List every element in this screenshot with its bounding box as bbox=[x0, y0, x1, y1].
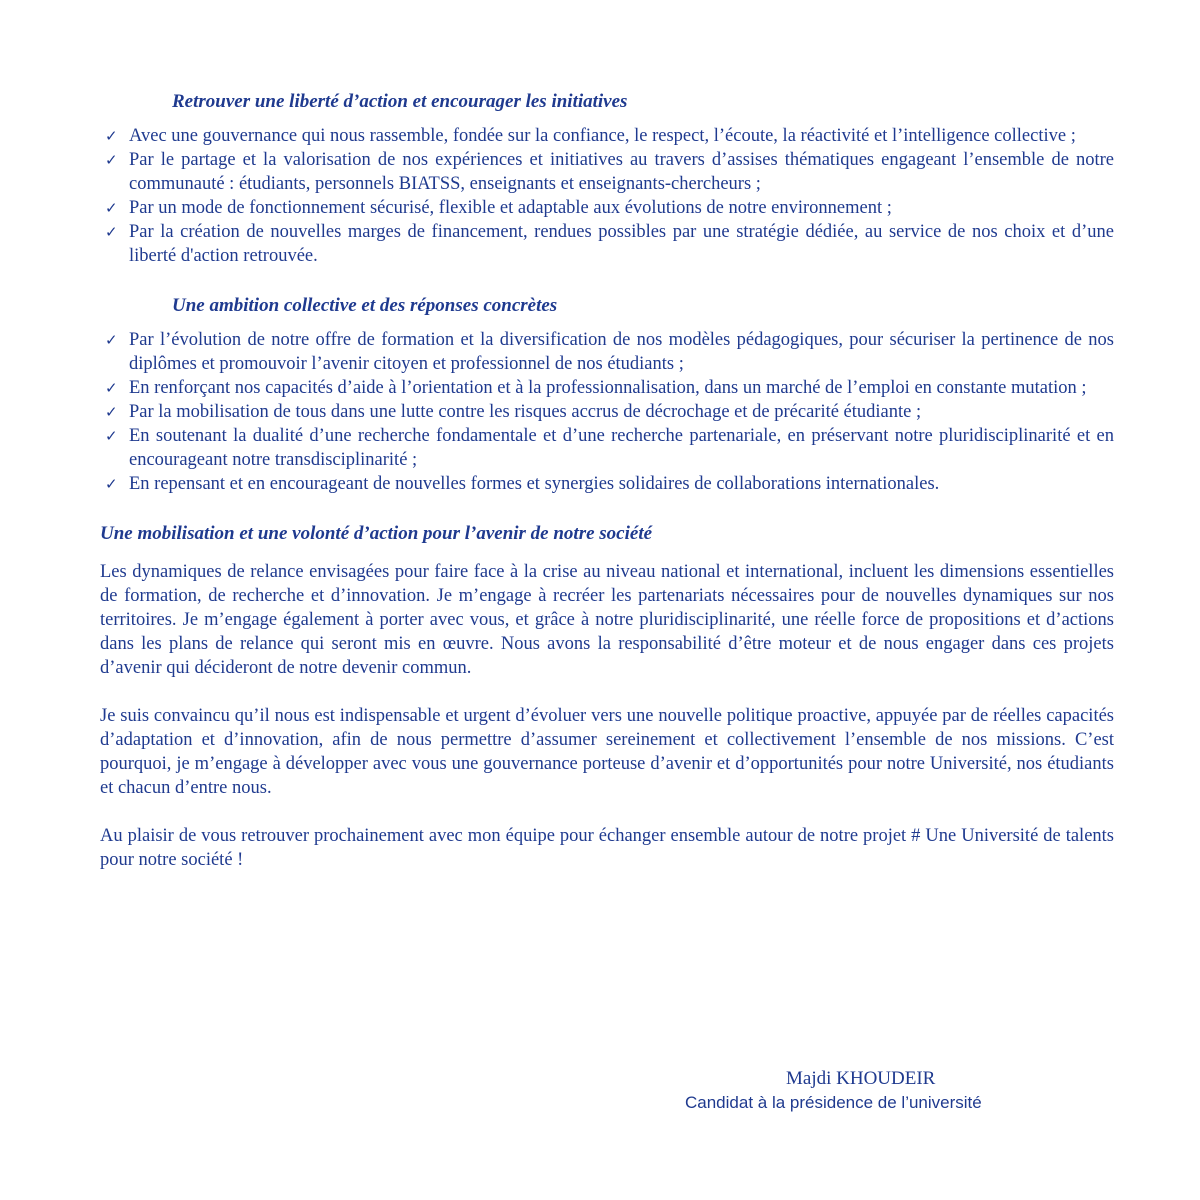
list-item bbox=[100, 148, 1114, 196]
list-item-text: Par la mobilisation de tous dans une lutte contre les risques accrus de décrochage et de précarité étudiante ; bbox=[129, 402, 922, 422]
list-item-text: Par le partage et la valorisation de nos expériences et initiatives au travers d’assises thématiques engageant l’ensemble de notre communauté : étudiants, personnels BIATSS, enseignants et enseignants-chercheurs ; bbox=[129, 150, 1114, 194]
list-item bbox=[100, 376, 1114, 400]
checklist-ambition bbox=[100, 328, 1114, 496]
list-item-text: Par l’évolution de notre offre de formation et la diversification de nos modèles pédagogiques, pour sécuriser la pertinence de nos diplômes et promouvoir l’avenir citoyen et professionnel de nos étudiants ; bbox=[129, 330, 1114, 374]
check-icon: ✓ bbox=[105, 331, 118, 349]
list-item bbox=[100, 472, 1114, 496]
paragraph-conclusion: Au plaisir de vous retrouver prochainement avec mon équipe pour échanger ensemble autour de notre projet # Une Université de talents pour notre société ! bbox=[100, 826, 1114, 870]
check-icon: ✓ bbox=[105, 427, 118, 445]
list-item bbox=[100, 328, 1114, 376]
check-icon: ✓ bbox=[105, 223, 118, 241]
list-item-text: En soutenant la dualité d’une recherche fondamentale et d’une recherche partenariale, en préservant notre pluridisciplinarité et en encourageant notre transdisciplinarité ; bbox=[129, 426, 1114, 470]
document-page bbox=[100, 90, 1114, 896]
list-item-text: En repensant et en encourageant de nouvelles formes et synergies solidaires de collaborations internationales. bbox=[129, 474, 940, 494]
check-icon: ✓ bbox=[105, 151, 118, 169]
section-heading-ambition: Une ambition collective et des réponses concrètes bbox=[172, 295, 558, 316]
signature-name: Majdi KHOUDEIR bbox=[786, 1068, 936, 1089]
check-icon: ✓ bbox=[105, 403, 118, 421]
list-item-text: En renforçant nos capacités d’aide à l’orientation et à la professionnalisation, dans un marché de l’emploi en constante mutation ; bbox=[129, 378, 1087, 398]
signature-block bbox=[685, 1066, 1045, 1114]
signature-title: Candidat à la présidence de l’université bbox=[685, 1093, 982, 1112]
check-icon: ✓ bbox=[105, 475, 118, 493]
list-item-text: Avec une gouvernance qui nous rassemble, fondée sur la confiance, le respect, l’écoute, la réactivité et l’intelligence collective ; bbox=[129, 126, 1076, 146]
list-item bbox=[100, 424, 1114, 472]
check-icon: ✓ bbox=[105, 199, 118, 217]
list-item bbox=[100, 400, 1114, 424]
paragraph-politique: Je suis convaincu qu’il nous est indispensable et urgent d’évoluer vers une nouvelle politique proactive, appuyée par de réelles capacités d’adaptation et d’innovation, afin de nous permettre d’assumer sereinement et collectivement l’ensemble de nos missions. C’est pourquoi, je m’engage à développer avec vous une gouvernance porteuse d’avenir et d’opportunités pour notre Université, nos étudiants et chacun d’entre nous. bbox=[100, 706, 1114, 798]
list-item-text: Par un mode de fonctionnement sécurisé, flexible et adaptable aux évolutions de notre environnement ; bbox=[129, 198, 892, 218]
list-item bbox=[100, 124, 1114, 148]
check-icon: ✓ bbox=[105, 379, 118, 397]
paragraph-relance: Les dynamiques de relance envisagées pour faire face à la crise au niveau national et international, incluent les dimensions essentielles de formation, de recherche et d’innovation. Je m’engage à recréer les partenariats nécessaires pour de nouvelles dynamiques sur nos territoires. Je m’engage également à porter avec vous, et grâce à notre pluridisciplinarité, une réelle force de propositions et d’actions dans les plans de relance qui seront mis en œuvre. Nous avons la responsabilité d’être moteur et de nous engager dans ces projets d’avenir qui décideront de notre devenir commun. bbox=[100, 562, 1114, 678]
section-heading-liberte: Retrouver une liberté d’action et encourager les initiatives bbox=[172, 91, 628, 112]
check-icon: ✓ bbox=[105, 127, 118, 145]
list-item bbox=[100, 196, 1114, 220]
list-item bbox=[100, 220, 1114, 268]
list-item-text: Par la création de nouvelles marges de financement, rendues possibles par une stratégie dédiée, au service de nos choix et d’une liberté d'action retrouvée. bbox=[129, 222, 1114, 266]
section-heading-mobilisation: Une mobilisation et une volonté d’action pour l’avenir de notre société bbox=[100, 523, 653, 544]
checklist-liberte bbox=[100, 124, 1114, 268]
